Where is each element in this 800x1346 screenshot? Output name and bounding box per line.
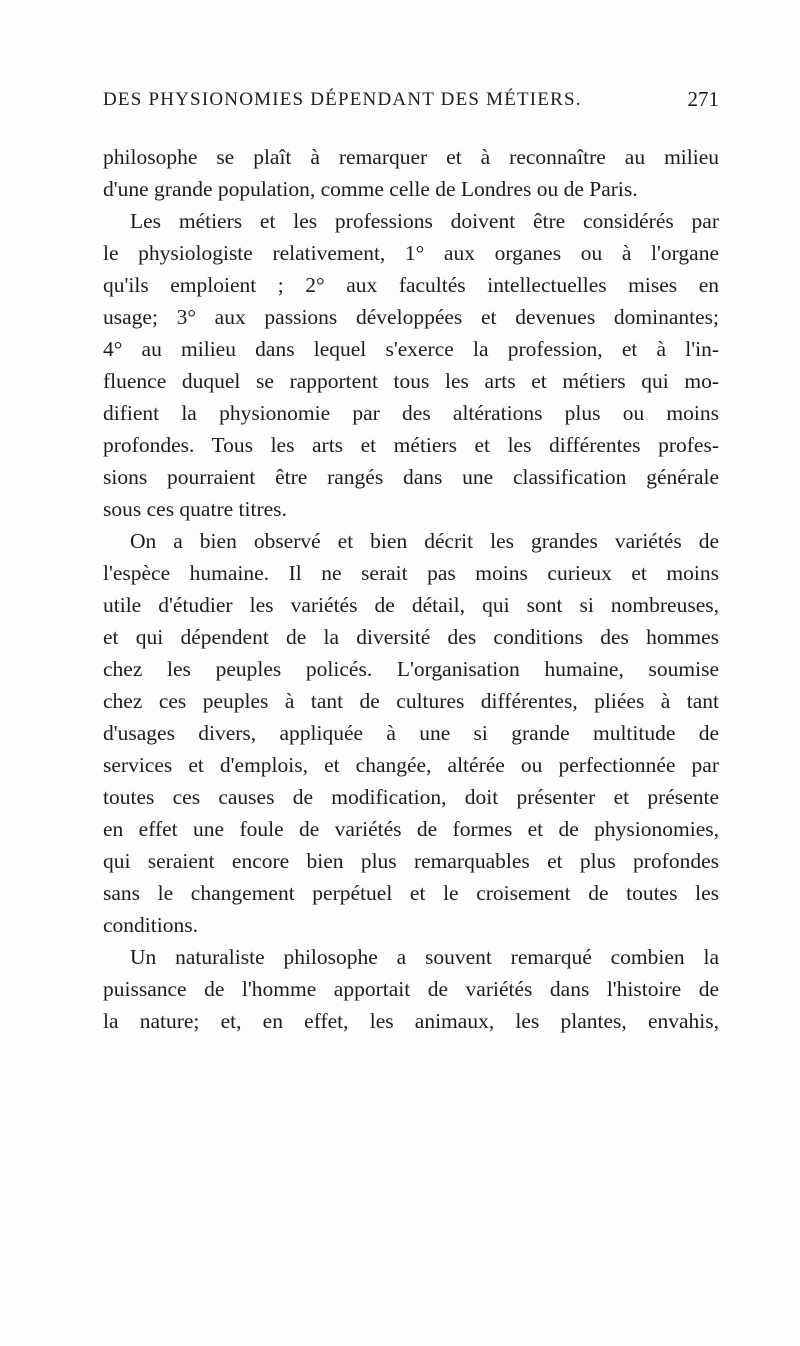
text-line: la nature; et, en effet, les animaux, les plantes, envahis, <box>103 1009 719 1033</box>
text-line: Un naturaliste philosophe a souvent remarqué combien la <box>130 945 719 969</box>
text-line: On a bien observé et bien décrit les grandes variétés de <box>130 529 719 553</box>
text-line: 4° au milieu dans lequel s'exerce la profession, et à l'in- <box>103 337 719 361</box>
text-line: sions pourraient être rangés dans une classification générale <box>103 465 719 489</box>
text-line: qui seraient encore bien plus remarquables et plus profondes <box>103 849 719 873</box>
text-line: Les métiers et les professions doivent être considérés par <box>130 209 719 233</box>
text-line: usage; 3° aux passions développées et devenues dominantes; <box>103 305 719 329</box>
text-line: services et d'emplois, et changée, altérée ou perfectionnée par <box>103 753 719 777</box>
page-number: 271 <box>687 87 719 111</box>
text-line: l'espèce humaine. Il ne serait pas moins curieux et moins <box>103 561 719 585</box>
text-line: sous ces quatre titres. <box>103 497 287 521</box>
text-line: qu'ils emploient ; 2° aux facultés intellectuelles mises en <box>103 273 719 297</box>
text-line: d'une grande population, comme celle de Londres ou de Paris. <box>103 177 638 201</box>
text-line: sans le changement perpétuel et le croisement de toutes les <box>103 881 719 905</box>
text-line: toutes ces causes de modification, doit présenter et présente <box>103 785 719 809</box>
text-line: chez les peuples policés. L'organisation humaine, soumise <box>103 657 719 681</box>
text-line: le physiologiste relativement, 1° aux organes ou à l'organe <box>103 241 719 265</box>
text-line: profondes. Tous les arts et métiers et les différentes profes- <box>103 433 719 457</box>
text-line: utile d'étudier les variétés de détail, qui sont si nombreuses, <box>103 593 719 617</box>
running-head <box>103 89 719 117</box>
text-line: puissance de l'homme apportait de variétés dans l'histoire de <box>103 977 719 1001</box>
text-line: difient la physionomie par des altérations plus ou moins <box>103 401 719 425</box>
text-line: et qui dépendent de la diversité des conditions des hommes <box>103 625 719 649</box>
text-line: philosophe se plaît à remarquer et à reconnaître au milieu <box>103 145 719 169</box>
running-head-title: DES PHYSIONOMIES DÉPENDANT DES MÉTIERS. <box>103 89 582 110</box>
text-line: conditions. <box>103 913 198 937</box>
text-line: d'usages divers, appliquée à une si grande multitude de <box>103 721 719 745</box>
text-line: fluence duquel se rapportent tous les arts et métiers qui mo- <box>103 369 719 393</box>
text-line: en effet une foule de variétés de formes et de physionomies, <box>103 817 719 841</box>
text-line: chez ces peuples à tant de cultures différentes, pliées à tant <box>103 689 719 713</box>
